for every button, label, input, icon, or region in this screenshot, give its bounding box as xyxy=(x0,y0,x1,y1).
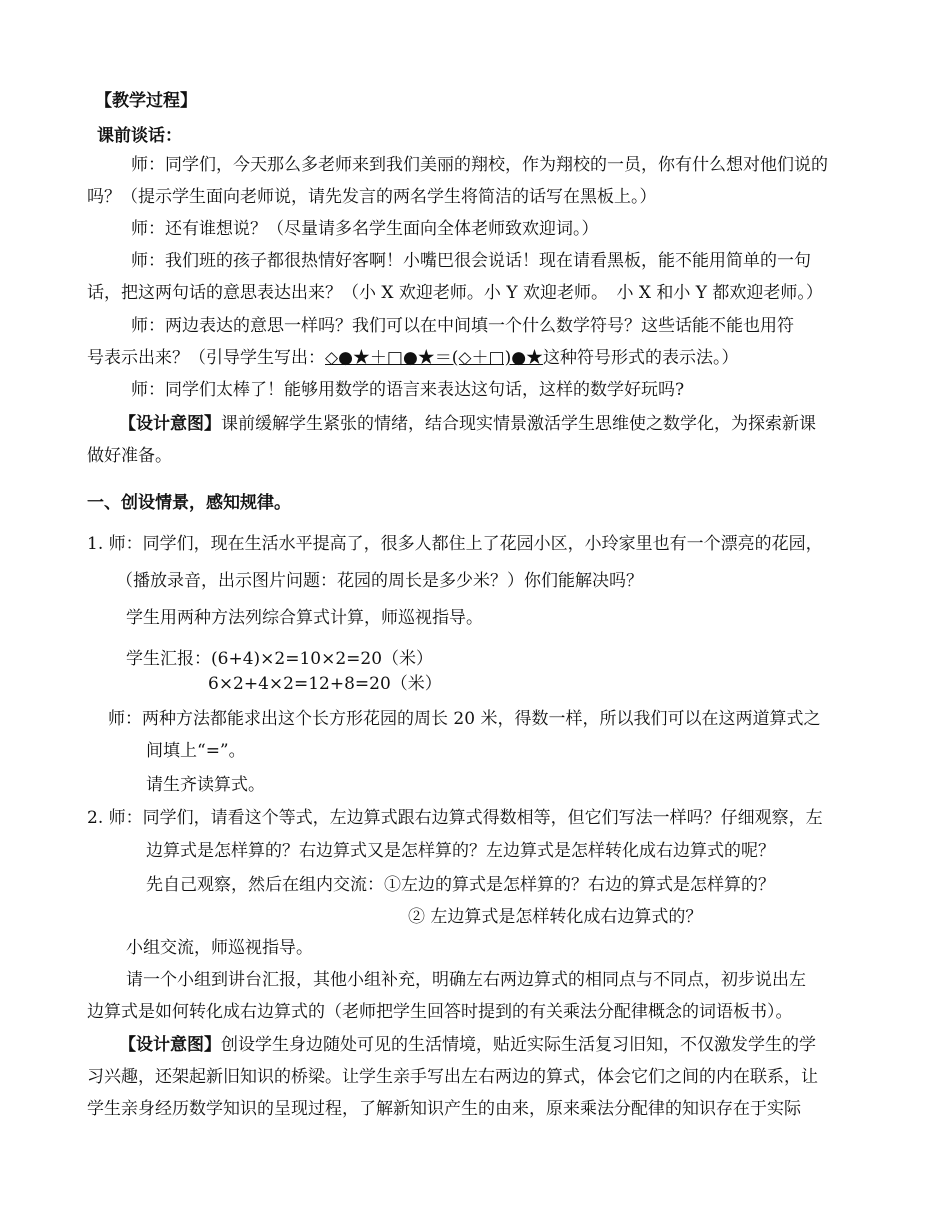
step-2-line-5: 小组交流，师巡视指导。 xyxy=(126,938,313,958)
section-title: 【教学过程】 xyxy=(95,91,197,111)
step-1-line-7: 间填上“=”。 xyxy=(146,741,246,761)
step-1-line-8: 请生齐读算式。 xyxy=(146,775,265,795)
paragraph-4-line-1: 师：两边表达的意思一样吗？我们可以在中间填一个什么数学符号？这些话能不能也用符 xyxy=(131,316,794,336)
design-intent-2-line-1: 【设计意图】创设学生身边随处可见的生活情境，贴近实际生活复习旧知，不仅激发学生的学 xyxy=(119,1035,816,1055)
step-2-line-3: 先自己观察，然后在组内交流：①左边的算式是怎样算的？右边的算式是怎样算的？ xyxy=(146,875,775,895)
paragraph-5: 师：同学们太棒了！能够用数学的语言来表达这句话，这样的数学好玩吗? xyxy=(131,380,685,400)
step-2-line-2: 边算式是怎样算的？右边算式又是怎样算的？左边算式是怎样转化成右边算式的呢？ xyxy=(146,841,775,861)
student-report-line-2: 6×2+4×2=12+8=20（米） xyxy=(208,674,442,694)
paragraph-3-line-2: 话，把这两句话的意思表达出来？（小 X 欢迎老师。小 Y 欢迎老师。 小 X 和小 Y 都欢迎老师。） xyxy=(87,283,823,303)
section-1-heading: 一、创设情景，感知规律。 xyxy=(87,493,291,513)
paragraph-2: 师：还有谁想说？（尽量请多名学生面向全体老师致欢迎词。） xyxy=(131,219,599,239)
step-2-line-6: 请一个小组到讲台汇报，其他小组补充，明确左右两边算式的相同点与不同点，初步说出左 xyxy=(126,970,806,990)
student-report-line-1: 学生汇报：(6+4)×2=10×2=20（米） xyxy=(126,649,434,669)
paragraph-1-line-2: 吗？（提示学生面向老师说，请先发言的两名学生将简洁的话写在黑板上。） xyxy=(87,187,657,207)
step-1-line-1: 1. 师：同学们，现在生活水平提高了，很多人都住上了花园小区，小玲家里也有一个漂亮的花园， xyxy=(87,534,823,554)
step-2-line-4: ② 左边算式是怎样转化成右边算式的？ xyxy=(408,907,703,927)
design-intent-label: 【设计意图】 xyxy=(119,414,221,434)
design-intent-2-line-3: 学生亲身经历数学知识的呈现过程，了解新知识产生的由来，原来乘法分配律的知识存在于实际 xyxy=(87,1099,801,1119)
paragraph-4-line-2 xyxy=(87,347,739,369)
step-1-line-6: 师：两种方法都能求出这个长方形花园的周长 20 米，得数一样，所以我们可以在这两道算式之 xyxy=(108,709,821,729)
step-2-line-7: 边算式是如何转化成右边算式的（老师把学生回答时提到的有关乘法分配律概念的词语板书）。 xyxy=(87,1002,793,1022)
pre-class-heading: 课前谈话： xyxy=(97,126,182,146)
paragraph-1-line-1: 师：同学们，今天那么多老师来到我们美丽的翔校，作为翔校的一员，你有什么想对他们说的 xyxy=(131,155,828,175)
step-1-line-3: 学生用两种方法列综合算式计算，师巡视指导。 xyxy=(126,608,483,628)
symbol-formula: ◇●★＋□●★＝(◇＋□)●★ xyxy=(325,348,544,368)
design-intent-1-line-1: 【设计意图】课前缓解学生紧张的情绪，结合现实情景激活学生思维使之数学化，为探索新课 xyxy=(119,414,816,434)
step-2-line-1: 2. 师：同学们，请看这个等式，左边算式跟右边算式得数相等，但它们写法一样吗？仔细观察，左 xyxy=(87,808,823,828)
paragraph-4-outro: 这种符号形式的表示法。） xyxy=(543,348,739,368)
step-1-line-2: （播放录音，出示图片问题：花园的周长是多少米？）你们能解决吗？ xyxy=(116,571,643,591)
design-intent-2-line-2: 习兴趣，还架起新旧知识的桥梁。让学生亲手写出左右两边的算式，体会它们之间的内在联系，让 xyxy=(87,1067,818,1087)
design-intent-label: 【设计意图】 xyxy=(119,1035,221,1055)
paragraph-3-line-1: 师：我们班的孩子都很热情好客啊！小嘴巴很会说话！现在请看黑板，能不能用简单的一句 xyxy=(131,251,811,271)
paragraph-4-intro: 号表示出来？（引导学生写出： xyxy=(87,348,325,368)
design-intent-1-line-2: 做好准备。 xyxy=(87,446,172,466)
